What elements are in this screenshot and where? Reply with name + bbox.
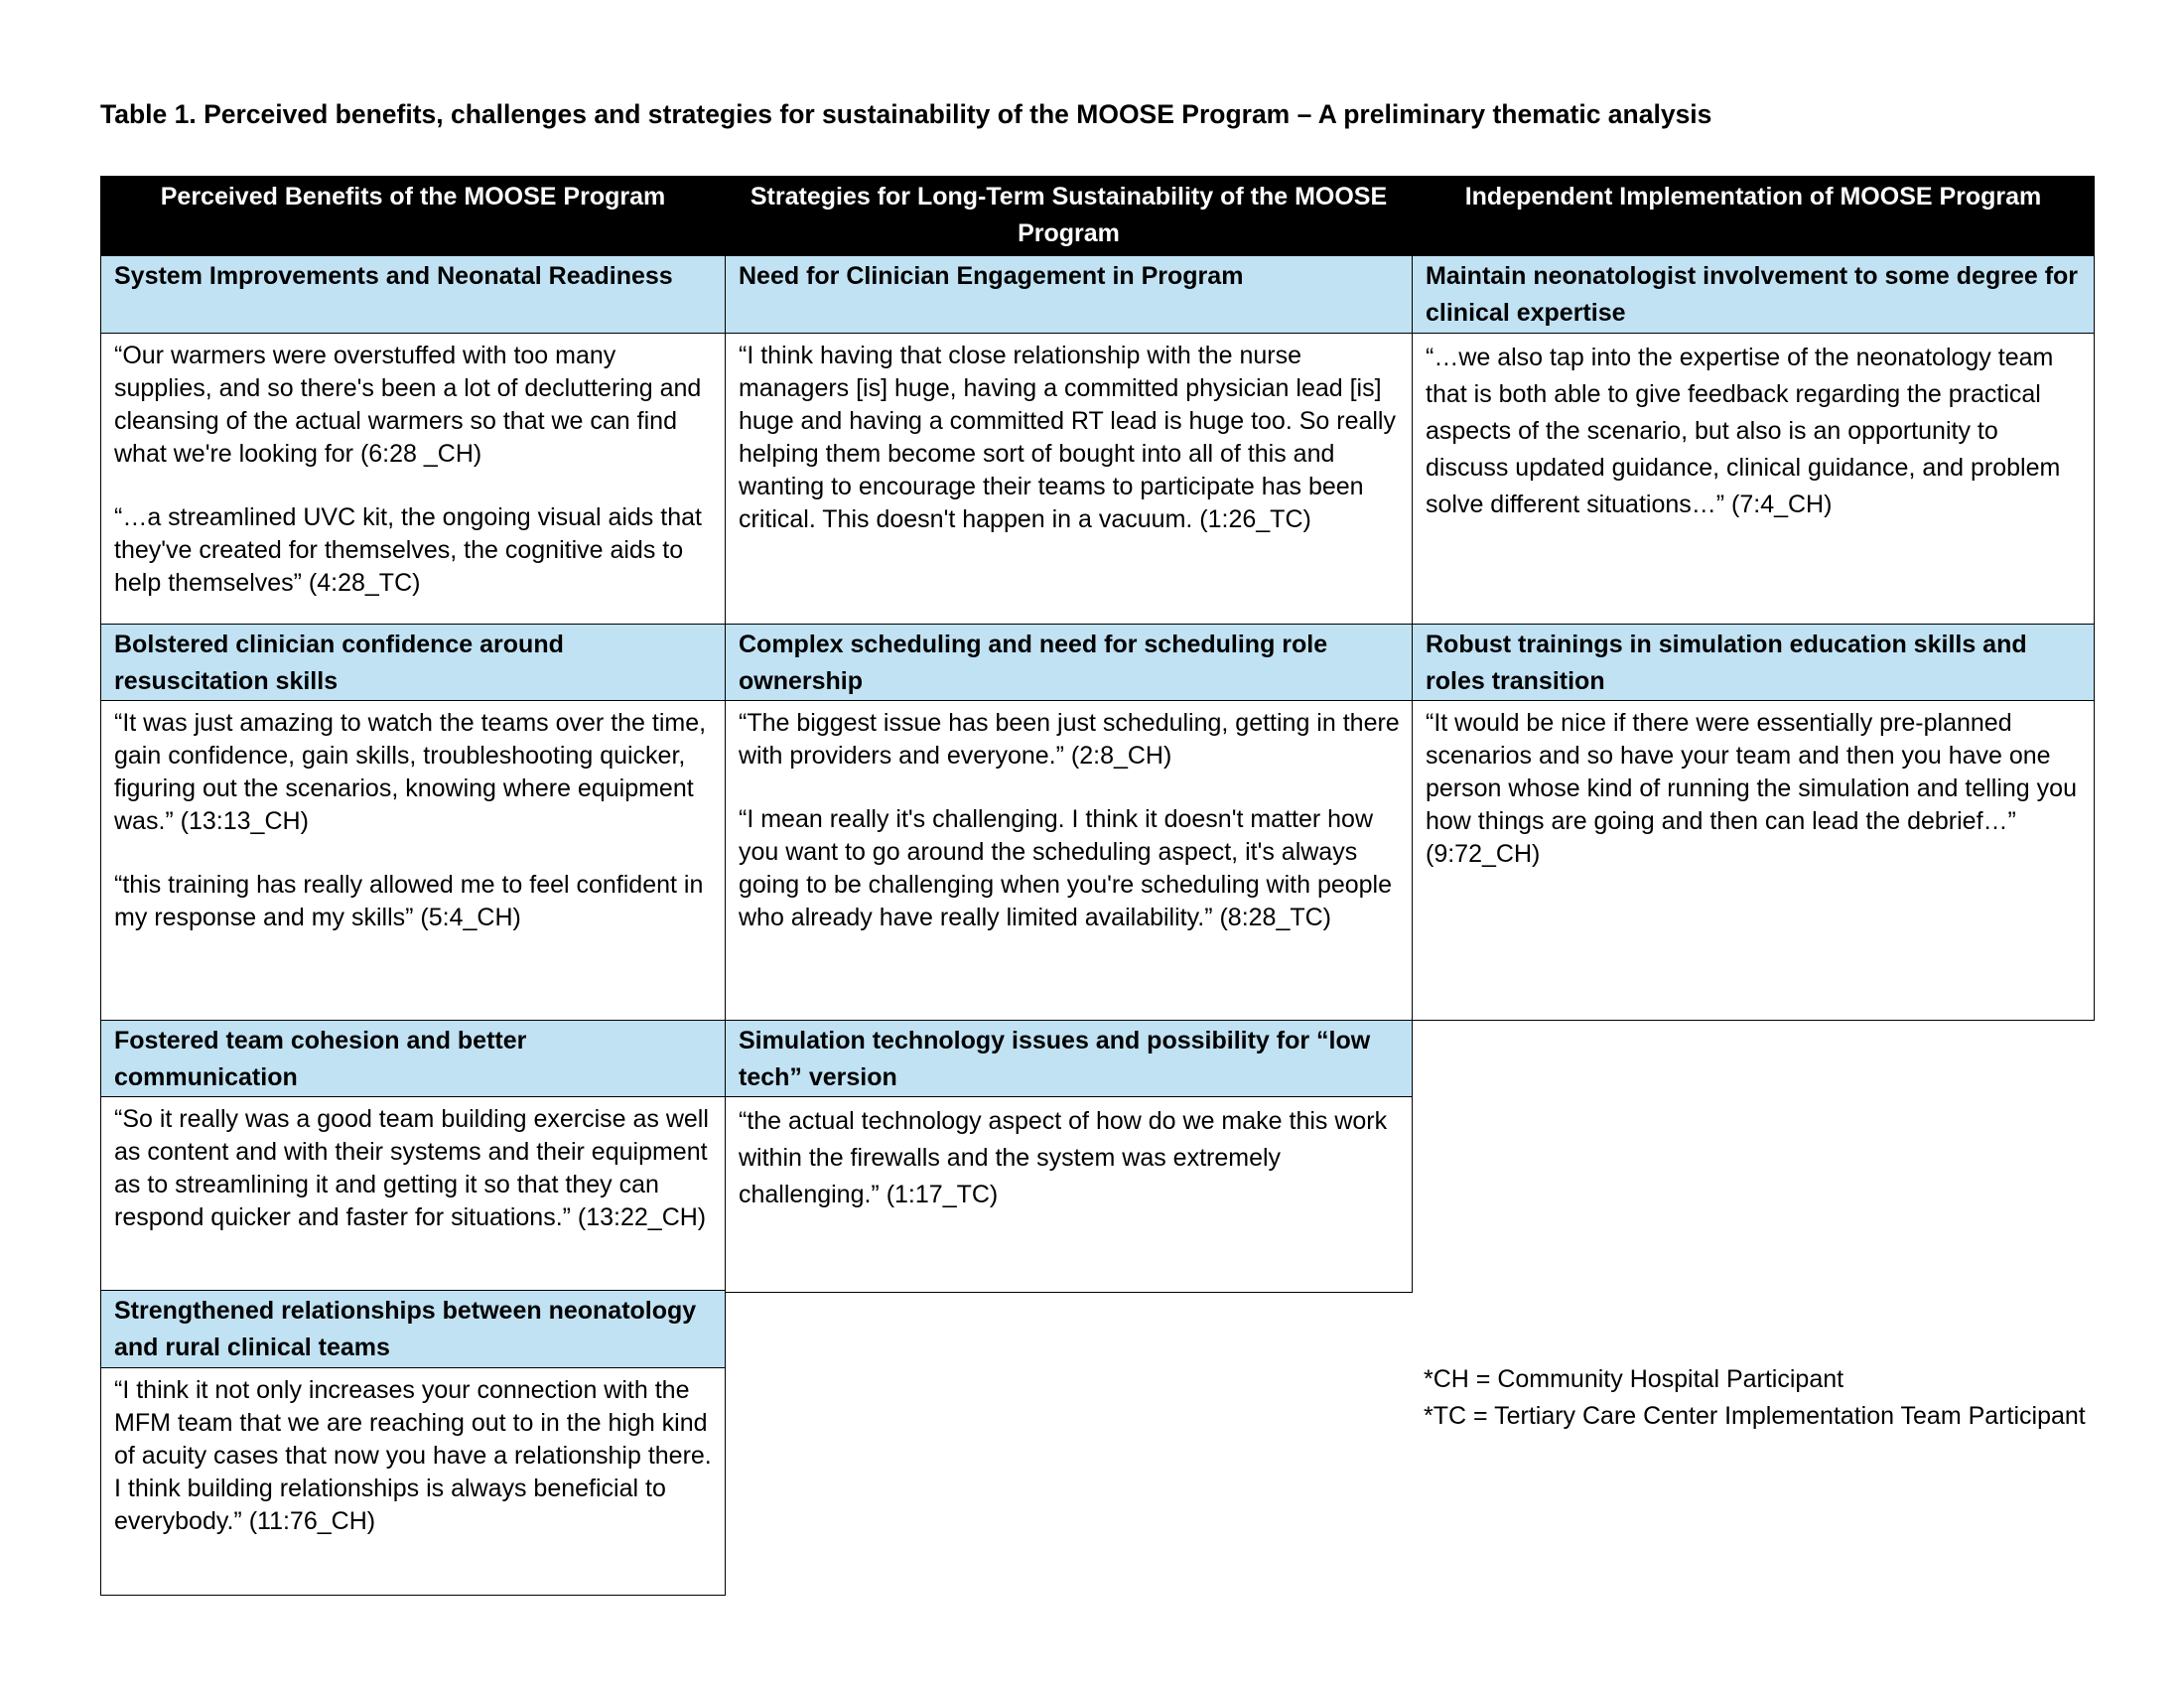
quote-cell-simulation-trainings: [1412, 700, 2095, 1021]
quote-text: “So it really was a good team building exercise as well as content and with their systems and their equipment as to streamlining it and getting it so that they can respond quicker and faster for situations.” (13:22_CH): [114, 1105, 709, 1231]
quote-text: “I mean really it's challenging. I think it doesn't matter how you want to go around the scheduling aspect, it's always going to be challenging when you're scheduling with people who already have really limited availability.” (8:28_TC): [739, 805, 1393, 931]
quote-cell-complex-scheduling: [725, 700, 1413, 1021]
quote-text: “I think having that close relationship with the nurse managers [is] huge, having a committed physician lead [is] huge and having a committed RT lead is huge too. So really helping them become sort of bought into all of this and wanting to encourage their teams to participate has been critical. This doesn't happen in a vacuum. (1:26_TC): [739, 342, 1396, 533]
page-title: Table 1. Perceived benefits, challenges and strategies for sustainability of the MOOSE Program – A preliminary thematic analysis: [100, 99, 1712, 129]
column-header-benefits: Perceived Benefits of the MOOSE Program: [100, 176, 726, 256]
theme-complex-scheduling: Complex scheduling and need for scheduling role ownership: [725, 624, 1413, 701]
theme-simulation-technology: Simulation technology issues and possibility for “low tech” version: [725, 1020, 1413, 1097]
quote-text: “The biggest issue has been just scheduling, getting in there with providers and everyone.” (2:8_CH): [739, 709, 1400, 770]
footnotes: [1424, 1361, 2109, 1435]
footnote-tc: *TC = Tertiary Care Center Implementation Team Participant: [1424, 1402, 2086, 1430]
theme-strengthened-relationships: Strengthened relationships between neonatology and rural clinical teams: [100, 1290, 726, 1368]
quote-text: “Our warmers were overstuffed with too many supplies, and so there's been a lot of decluttering and cleansing of the actual warmers so that we can find what we're looking for (6:28 _CH): [114, 342, 702, 468]
quote-cell-system-improvements: [100, 333, 726, 625]
theme-team-cohesion: Fostered team cohesion and better communication: [100, 1020, 726, 1097]
quote-cell-neonatologist-involvement: [1412, 333, 2095, 625]
column-header-sustainability: Strategies for Long-Term Sustainability of the MOOSE Program: [725, 176, 1413, 256]
footnote-ch: *CH = Community Hospital Participant: [1424, 1365, 1844, 1393]
quote-cell-clinician-engagement: [725, 333, 1413, 625]
theme-neonatologist-involvement: Maintain neonatologist involvement to some degree for clinical expertise: [1412, 255, 2095, 334]
quote-cell-simulation-technology: [725, 1096, 1413, 1293]
theme-system-improvements: System Improvements and Neonatal Readiness: [100, 255, 726, 334]
theme-simulation-trainings: Robust trainings in simulation education skills and roles transition: [1412, 624, 2095, 701]
quote-text: “the actual technology aspect of how do we make this work within the firewalls and the system was extremely challenging.” (1:17_TC): [739, 1107, 1388, 1208]
theme-clinician-confidence: Bolstered clinician confidence around resuscitation skills: [100, 624, 726, 701]
quote-text: “this training has really allowed me to feel confident in my response and my skills” (5:4_CH): [114, 871, 704, 931]
quote-cell-team-cohesion: [100, 1096, 726, 1293]
quote-text: “I think it not only increases your connection with the MFM team that we are reaching out to in the high kind of acuity cases that now you have a relationship there. I think building relationships is always beneficial to everybody.” (11:76_CH): [114, 1376, 712, 1535]
quote-text: “It was just amazing to watch the teams over the time, gain confidence, gain skills, troubleshooting quicker, figuring out the scenarios, knowing where equipment was.” (13:13_CH): [114, 709, 707, 835]
quote-text: “…we also tap into the expertise of the neonatology team that is both able to give feedback regarding the practical aspects of the scenario, but also is an opportunity to discuss updated guidance, clinical guidance, and problem solve different situations…” (7:4_CH): [1426, 344, 2061, 518]
column-header-independent: Independent Implementation of MOOSE Program: [1412, 176, 2095, 256]
theme-clinician-engagement: Need for Clinician Engagement in Program: [725, 255, 1413, 334]
quote-cell-strengthened-relationships: [100, 1367, 726, 1596]
quote-text: “…a streamlined UVC kit, the ongoing visual aids that they've created for themselves, the cognitive aids to help themselves” (4:28_TC): [114, 503, 702, 597]
quote-text: “It would be nice if there were essentially pre-planned scenarios and so have your team and then you have one person whose kind of running the simulation and telling you how things are going and then can lead the debrief…” (9:72_CH): [1426, 709, 2077, 868]
quote-cell-clinician-confidence: [100, 700, 726, 1021]
